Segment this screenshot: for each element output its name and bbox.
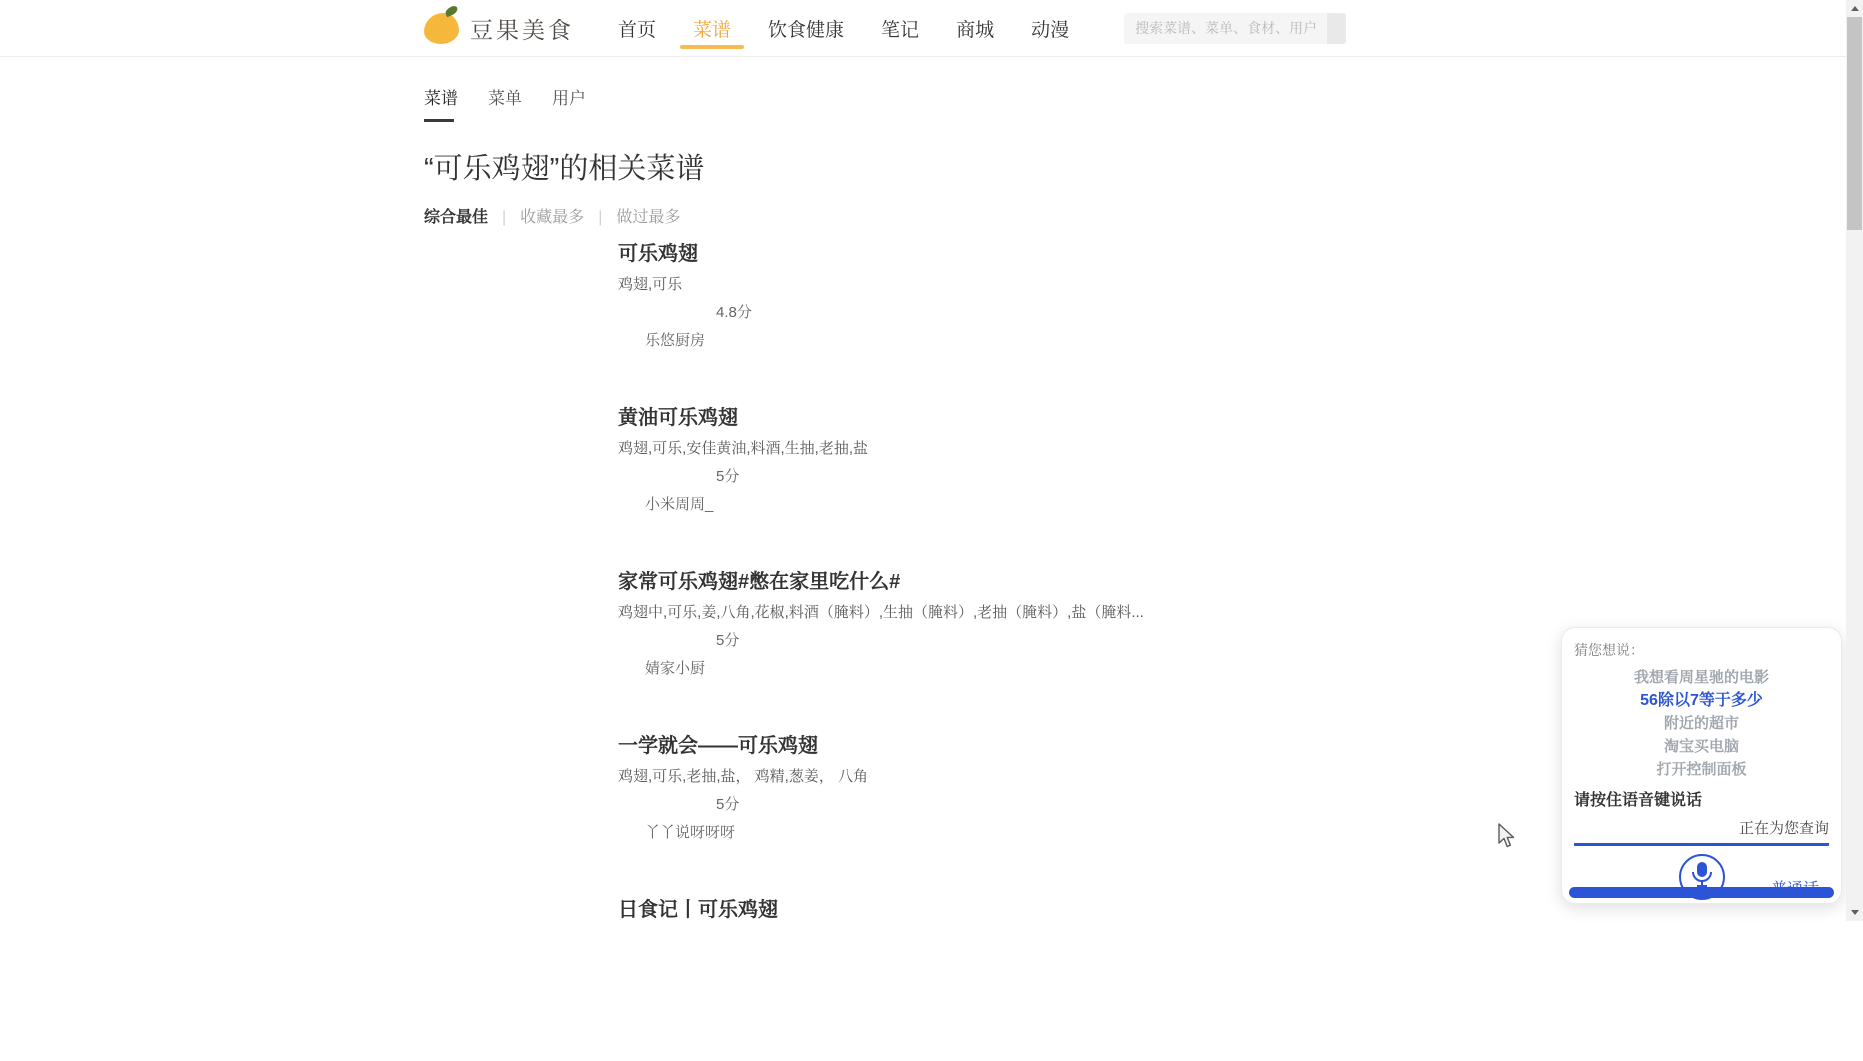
recipe-thumbnail-placeholder (424, 733, 618, 897)
leaf-icon (444, 4, 459, 17)
recipe-info (618, 897, 778, 1061)
vertical-scrollbar[interactable] (1846, 0, 1863, 921)
nav-item[interactable]: 菜谱 (693, 0, 731, 57)
site-logo[interactable] (424, 12, 574, 45)
recipe-item[interactable] (424, 241, 1863, 405)
recipe-title[interactable]: 可乐鸡翅 (618, 243, 698, 265)
recipe-rating: 5分 (716, 632, 740, 649)
voice-suggestion[interactable]: 淘宝买电脑 (1663, 738, 1739, 755)
recipe-ingredients: 鸡翅,可乐 (618, 276, 683, 293)
recipe-thumbnail-placeholder (424, 569, 618, 733)
recipe-item[interactable] (424, 405, 1863, 569)
recipe-thumbnail-placeholder (424, 241, 618, 405)
recipe-rating: 5分 (716, 468, 740, 485)
scroll-up-arrow-icon[interactable] (1846, 0, 1863, 17)
voice-prompt: 请按住语音键说话 (1574, 792, 1703, 809)
voice-suggestion[interactable]: 56除以7等于多少 (1640, 692, 1763, 709)
recipe-thumbnail-placeholder (424, 897, 618, 1061)
voice-mic-row (1574, 846, 1829, 910)
nav-item[interactable]: 饮食健康 (768, 19, 845, 41)
search-button[interactable] (1327, 13, 1346, 44)
recipe-title[interactable]: 日食记丨可乐鸡翅 (618, 899, 778, 921)
voice-suggestion[interactable]: 我想看周星驰的电影 (1633, 669, 1769, 686)
recipe-title[interactable]: 一学就会——可乐鸡翅 (618, 735, 818, 757)
sort-option[interactable]: | 收藏最多 (488, 209, 584, 227)
recipe-author[interactable]: 丫丫说呀呀呀 (645, 824, 736, 841)
voice-suggestion[interactable]: 打开控制面板 (1656, 761, 1747, 778)
recipe-author[interactable]: 小米周周_ (645, 496, 714, 513)
top-navigation-bar (0, 0, 1863, 57)
recipe-author[interactable]: 乐悠厨房 (645, 332, 706, 349)
voice-assistant-panel (1561, 627, 1842, 904)
voice-suggestions-list (1574, 666, 1829, 781)
search-results-page (0, 57, 1863, 1061)
recipe-info (618, 405, 868, 569)
nav-item[interactable]: 动漫 (1031, 19, 1070, 41)
result-type-tab[interactable]: 菜单 (488, 89, 522, 108)
voice-status: 正在为您查询 (1738, 820, 1829, 837)
recipe-rating: 5分 (716, 796, 740, 813)
page-title: “可乐鸡翅”的相关菜谱 (424, 153, 705, 185)
mango-logo-icon (424, 13, 459, 44)
recipe-title[interactable]: 家常可乐鸡翅#憋在家里吃什么# (618, 571, 901, 593)
voice-suggestion[interactable]: 附近的超市 (1663, 715, 1739, 732)
recipe-info (618, 733, 868, 897)
nav-item[interactable]: 首页 (618, 19, 657, 41)
site-logo-text: 豆果美食 (470, 16, 574, 43)
result-type-tab[interactable]: 用户 (552, 89, 586, 108)
recipe-ingredients: 鸡翅中,可乐,姜,八角,花椒,料酒（腌料）,生抽（腌料）,老抽（腌料）,盐（腌料... (618, 604, 1144, 621)
main-nav (618, 0, 1106, 57)
voice-panel-bottom-bar (1569, 887, 1834, 898)
nav-item[interactable]: 笔记 (881, 19, 920, 41)
recipe-item[interactable] (424, 897, 1863, 1061)
scroll-down-arrow-icon[interactable] (1846, 904, 1863, 921)
result-type-tabs (424, 84, 1863, 122)
nav-item[interactable]: 商城 (956, 19, 995, 41)
recipe-ingredients: 鸡翅,可乐,安佳黄油,料酒,生抽,老抽,盐 (618, 440, 869, 457)
recipe-info (618, 241, 752, 405)
recipe-thumbnail-placeholder (424, 405, 618, 569)
recipe-author[interactable]: 婧家小厨 (645, 660, 706, 677)
recipe-rating: 4.8分 (716, 304, 752, 321)
sort-option[interactable]: 综合最佳 (424, 209, 489, 226)
sort-option[interactable]: | 做过最多 (584, 209, 680, 227)
recipe-info (618, 569, 1144, 733)
search-box (1124, 13, 1346, 44)
recipe-ingredients: 鸡翅,可乐,老抽,盐， 鸡精,葱姜， 八角 (618, 768, 869, 785)
result-type-tab[interactable]: 菜谱 (424, 84, 458, 122)
scrollbar-thumb[interactable] (1847, 17, 1862, 230)
recipe-title[interactable]: 黄油可乐鸡翅 (618, 407, 738, 429)
voice-suggestions-header: 猜您想说： (1574, 642, 1644, 658)
sort-bar (424, 209, 1863, 227)
search-input[interactable] (1124, 13, 1327, 44)
